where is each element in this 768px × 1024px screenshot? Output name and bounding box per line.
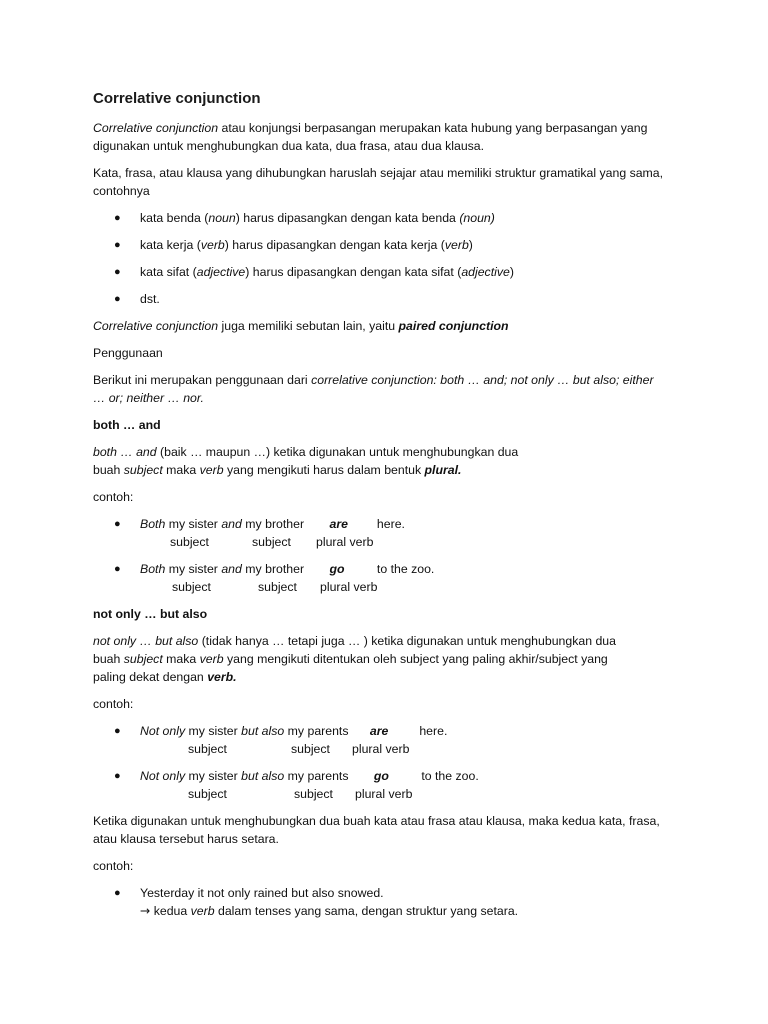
label: plural verb [320, 580, 378, 594]
term: subject [123, 652, 163, 666]
example-sentence [140, 767, 665, 785]
paired-paragraph [93, 317, 665, 335]
rest-word: here. [419, 724, 448, 738]
conj-word: Not only [140, 724, 186, 738]
both-heading: both … and [93, 418, 161, 432]
example-labels [140, 740, 665, 758]
bullet-icon: ● [114, 887, 121, 899]
list-item [93, 767, 665, 803]
list-item [93, 515, 665, 551]
list-item [93, 263, 665, 281]
list-item [93, 884, 665, 920]
arrow-right-icon: → [140, 904, 151, 918]
text: ) [509, 265, 514, 279]
text: (baik … maupun …) ketika digunakan untuk menghubungkan dua [156, 445, 519, 459]
both-description [93, 443, 665, 479]
label: subject [258, 580, 297, 594]
term: not only … but also [93, 634, 199, 648]
verb-word: are [369, 724, 389, 738]
final-note [140, 902, 665, 920]
conj-word: and [221, 517, 242, 531]
label: subject [170, 535, 209, 549]
conj-word: Not only [140, 769, 186, 783]
list-item [93, 722, 665, 758]
label: subject [291, 742, 330, 756]
both-examples [93, 515, 665, 596]
text: buah [93, 652, 124, 666]
final-sentence: Yesterday it not only rained but also snowed. [140, 886, 384, 900]
label: subject [188, 787, 227, 801]
text: dalam tenses yang sama, dengan struktur yang setara. [214, 904, 519, 918]
label: plural verb [355, 787, 413, 801]
term: noun [208, 211, 236, 225]
parallel-paragraph: Kata, frasa, atau klausa yang dihubungkan haruslah sejajar atau memiliki struktur gramatikal yang sama, contohnya [93, 166, 664, 198]
text: ) [468, 238, 473, 252]
conj-word: Both [140, 517, 166, 531]
bullet-icon: ● [114, 239, 121, 251]
label: subject [188, 742, 227, 756]
conj-word: and [221, 562, 242, 576]
example-sentence [140, 722, 665, 740]
text: juga memiliki sebutan lain, yaitu [218, 319, 399, 333]
label: plural verb [352, 742, 410, 756]
term: plural. [424, 463, 462, 477]
text: maka [162, 652, 200, 666]
conj-word: Both [140, 562, 166, 576]
text: kata kerja ( [140, 238, 201, 252]
example-sentence [140, 560, 665, 578]
label: subject [294, 787, 333, 801]
paired-name: paired conjunction [398, 319, 509, 333]
bullet-icon: ● [114, 293, 121, 305]
notonly-examples [93, 722, 665, 803]
text: maka [162, 463, 200, 477]
subject-word: my brother [245, 517, 305, 531]
verb-word: are [329, 517, 348, 531]
rest-word: to the zoo. [421, 769, 479, 783]
term: subject [123, 463, 163, 477]
term: both … and [93, 445, 157, 459]
bullet-icon: ● [114, 563, 121, 575]
intro-paragraph [93, 119, 665, 155]
example-labels [140, 578, 665, 596]
label: plural verb [316, 535, 374, 549]
rest-word: to the zoo. [376, 562, 435, 576]
text: ) harus dipasangkan dengan kata kerja ( [224, 238, 445, 252]
subject-word: my sister [168, 517, 218, 531]
usage-intro [93, 371, 665, 407]
text: ) harus dipasangkan dengan kata sifat ( [245, 265, 462, 279]
term: verb [190, 904, 215, 918]
term: adjective [461, 265, 510, 279]
text: Berikut ini merupakan penggunaan dari [93, 373, 312, 387]
term: verb [444, 238, 469, 252]
subject-word: my sister [168, 562, 218, 576]
label: subject [172, 580, 211, 594]
text: kata sifat ( [140, 265, 197, 279]
conjunction-list: correlative conjunction: both … and; not only … but also; either … or; neither … nor. [93, 373, 654, 405]
text: dst. [140, 292, 160, 306]
subject-word: my sister [188, 724, 238, 738]
list-item [93, 560, 665, 596]
text: kedua [150, 904, 191, 918]
text: yang mengikuti harus dalam bentuk [223, 463, 425, 477]
conj-word: but also [241, 724, 285, 738]
subject-word: my sister [188, 769, 238, 783]
page-title: Correlative conjunction [93, 90, 261, 107]
term: verb [199, 463, 224, 477]
term: verb [199, 652, 224, 666]
bullet-icon: ● [114, 770, 121, 782]
usage-heading: Penggunaan [93, 346, 163, 360]
bullet-icon: ● [114, 518, 121, 530]
final-examples [93, 884, 665, 920]
verb-word: go [373, 769, 389, 783]
bullet-icon: ● [114, 266, 121, 278]
verb-word: go [329, 562, 345, 576]
term: verb [200, 238, 225, 252]
text: yang mengikuti ditentukan oleh subject yang paling akhir/subject yang [223, 652, 608, 666]
final-paragraph: Ketika digunakan untuk menghubungkan dua buah kata atau frasa atau klausa, maka kedua kata, frasa, atau klausa tersebut harus setara. [93, 814, 660, 846]
term: verb. [207, 670, 237, 684]
both-contoh: contoh: [93, 490, 134, 504]
example-labels [140, 785, 665, 803]
subject-word: my parents [287, 769, 349, 783]
text: kata benda ( [140, 211, 209, 225]
notonly-description [93, 632, 665, 686]
term: adjective [196, 265, 246, 279]
intro-text: atau konjungsi berpasangan merupakan kata hubung yang berpasangan yang digunakan untuk menghubungkan dua kata, dua frasa, atau dua klausa. [93, 121, 648, 153]
subject-word: my parents [287, 724, 349, 738]
example-sentence [140, 515, 665, 533]
final-contoh: contoh: [93, 859, 134, 873]
label: subject [252, 535, 291, 549]
text: paling dekat dengan [93, 670, 208, 684]
conj-word: but also [241, 769, 285, 783]
example-labels [140, 533, 665, 551]
document-content [93, 88, 665, 929]
list-item [93, 236, 665, 254]
list-item [93, 209, 665, 227]
term: Correlative conjunction [93, 319, 219, 333]
parallel-list [93, 209, 665, 308]
text: buah [93, 463, 124, 477]
bullet-icon: ● [114, 212, 121, 224]
text: (tidak hanya … tetapi juga … ) ketika digunakan untuk menghubungkan dua [198, 634, 616, 648]
intro-term: Correlative conjunction [93, 121, 219, 135]
text: ) harus dipasangkan dengan kata benda [235, 211, 460, 225]
notonly-heading: not only … but also [93, 607, 208, 621]
bullet-icon: ● [114, 725, 121, 737]
subject-word: my brother [245, 562, 305, 576]
rest-word: here. [376, 517, 405, 531]
term: (noun) [459, 211, 495, 225]
list-item [93, 290, 665, 308]
notonly-contoh: contoh: [93, 697, 134, 711]
